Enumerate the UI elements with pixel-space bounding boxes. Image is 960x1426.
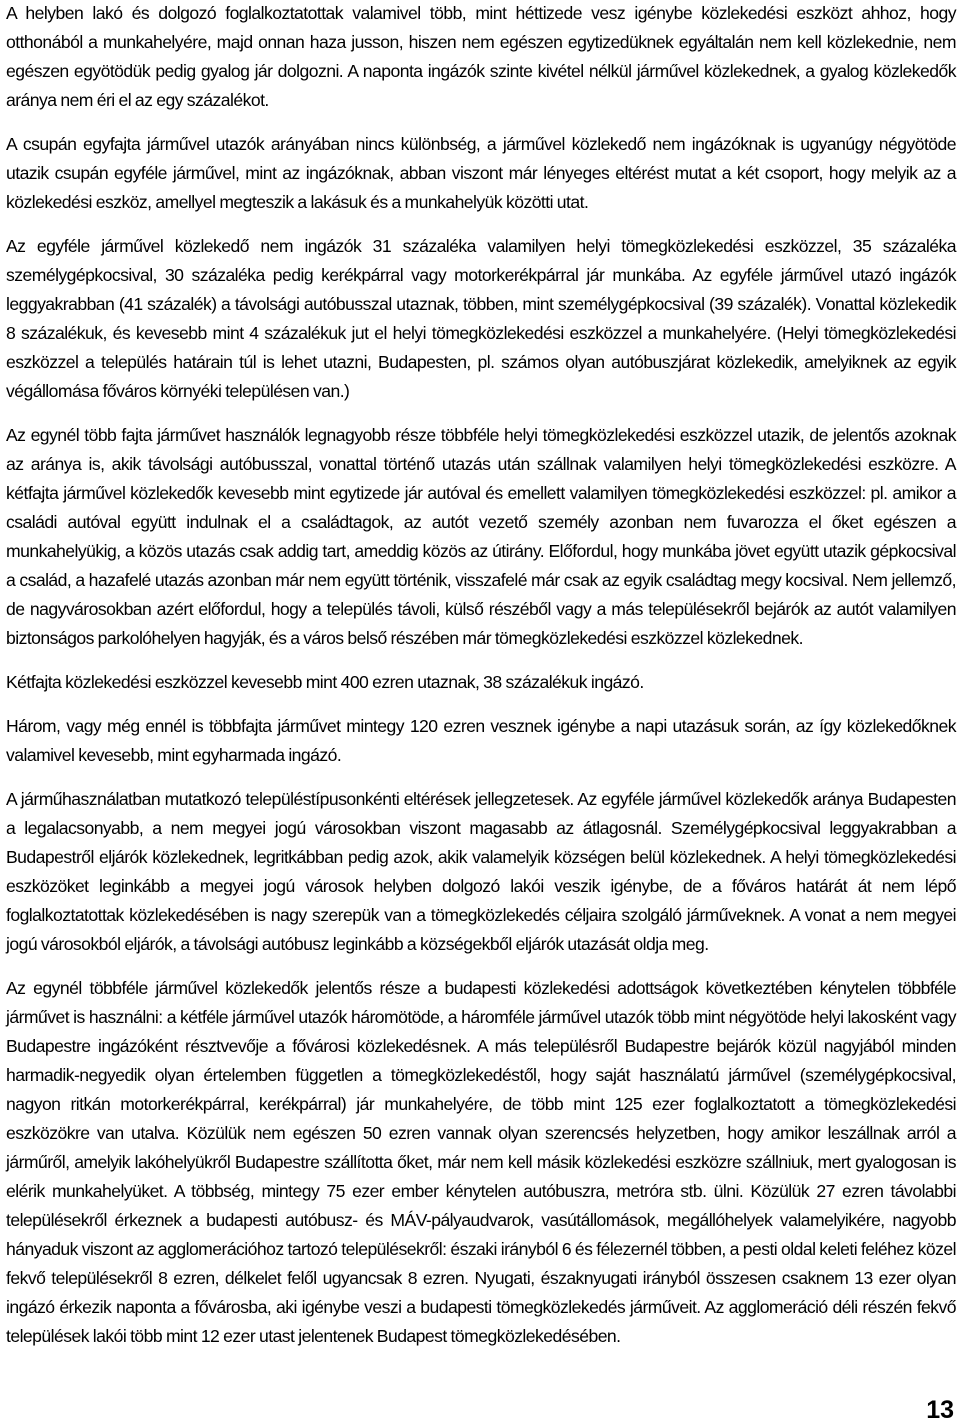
- paragraph: Az egyféle járművel közlekedő nem ingázók 31 százaléka valamilyen helyi tömegközlekedési eszközzel, 35 százaléka személygépkocsival, 30 százaléka pedig kerékpárral vagy motorkerékpárral jár munkába. Az egyféle járművel utazó ingázók leggyakrabban (41 százalék) a távolsági autóbusszal utaznak, többen, mint személygépkocsival (39 százalék). Vonattal közlekedik 8 százalékuk, és kevesebb mint 4 százalékuk jut el helyi tömegközlekedési eszközzel a munkahelyére. (Helyi tömegközlekedési eszközzel a település határain túl is lehet utazni, Budapesten, pl. számos olyan autóbuszjárat közlekedik, amelyiknek az egyik végállomása főváros környéki településen van.): [6, 236, 956, 401]
- paragraph: A csupán egyfajta járművel utazók arányában nincs különbség, a járművel közlekedő nem ingázóknak is ugyanúgy négyötöde utazik csupán egyféle járművel, mint az ingázóknak, abban viszont már lényeges eltérést mutat a két csoport, hogy melyik az a közlekedési eszköz, amellyel megteszik a lakásuk és a munkahelyük közötti utat.: [6, 134, 956, 212]
- paragraph: A járműhasználatban mutatkozó településtípusonkénti eltérések jellegzetesek. Az egyféle járművel közlekedők aránya Budapesten a legalacsonyabb, a nem megyei jogú városokban viszont magasabb az átlagosnál. Személygépkocsival leggyakrabban a Budapestről eljárók közlekednek, legritkábban pedig azok, akik valamelyik községen belül közlekednek. A helyi tömegközlekedési eszközöket leginkább a megyei jogú városok helyben dolgozó lakói veszik igénybe, de a főváros határát át nem lépő foglalkoztatottak közlekedésében is nagy szerepük van a tömegközlekedés céljaira szolgáló járműveknek. A vonat a nem megyei jogú városokból eljárók, a távolsági autóbusz leginkább a községekből eljárók utazását oldja meg.: [6, 789, 956, 954]
- paragraph: Az egynél többféle járművel közlekedők jelentős része a budapesti közlekedési adottságok következtében kénytelen többféle járművet is használni: a kétféle járművel utazók háromötöde, a háromféle járművel utazók több mint négyötöde helyi lakosként vagy Budapestre ingázóként résztvevője a fővárosi közlekedésnek. A más településről Budapestre bejárók közül nagyjából minden harmadik-negyedik olyan értelemben független a tömegközlekedéstől, hogy saját használatú járművel (személygépkocsival, nagyon ritkán motorkerékpárral, kerékpárral) jár munkahelyére, de több mint 125 ezer foglalkoztatott a tömegközlekedési eszközökre van utalva. Közülük nem egészen 50 ezren vannak olyan szerencsés helyzetben, hogy amikor leszállnak arról a járműről, amelyik lakóhelyükről Budapestre szállította őket, már nem kell másik közlekedési eszközre szállniuk, mert gyalogosan is elérik munkahelyüket. A többség, mintegy 75 ezer ember kénytelen autóbuszra, metróra stb. ülni. Közülük 27 ezren távolabbi településekről érkeznek a budapesti autóbusz- és MÁV-pályaudvarok, vasútállomások, megállóhelyek valamelyikére, nagyobb hányaduk viszont az agglomerációhoz tartozó településekről: északi irányból 6 és félezernél többen, a pesti oldal keleti feléhez közel fekvő településekről 8 ezren, délkelet felől ugyancsak 8 ezren. Nyugati, északnyugati irányból összesen csaknem 13 ezer olyan ingázó érkezik naponta a fővárosba, aki igénybe veszi a budapesti tömegközlekedés járműveit. Az agglomeráció déli részén fekvő települések lakói több mint 12 ezer utast jelentenek Budapest tömegközlekedésében.: [6, 978, 956, 1346]
- paragraph: Az egynél több fajta járművet használók legnagyobb része többféle helyi tömegközlekedési eszközzel utazik, de jelentős azoknak az aránya is, akik távolsági autóbusszal, vonattal történő utazás után szállnak valamilyen helyi tömegközlekedési eszközre. A kétfajta járművel közlekedők kevesebb mint egytizede jár autóval és emellett valamilyen tömegközlekedési eszközzel: pl. amikor a családi autóval együtt indulnak el a családtagok, az autót vezető személy azonban nem fuvarozza el őket egészen a munkahelyükig, a közös utazás csak addig tart, ameddig közös az útirány. Előfordul, hogy munkába jövet együtt utazik gépkocsival a család, a hazafelé utazás azonban már nem együtt történik, visszafelé már csak az egyik családtag megy kocsival. Nem jellemző, de nagyvárosokban azért előfordul, hogy a település távoli, külső részéből vagy a más településekről bejárók az autót valamilyen biztonságos parkolóhelyen hagyják, és a város belső részében már tömegközlekedési eszközzel közlekednek.: [6, 425, 956, 648]
- document-body: [6, 0, 956, 1366]
- paragraph: A helyben lakó és dolgozó foglalkoztatottak valamivel több, mint héttizede vesz igénybe közlekedési eszközt ahhoz, hogy otthonából a munkahelyére, majd onnan haza jusson, hiszen nem egészen egytizedüknek egyáltalán nem kell közlekednie, nem egészen egyötödük pedig gyalog jár dolgozni. A naponta ingázók szinte kivétel nélkül járművel közlekednek, a gyalog közlekedők aránya nem éri el az egy százalékot.: [6, 3, 956, 110]
- paragraph: Kétfajta közlekedési eszközzel kevesebb mint 400 ezren utaznak, 38 százalékuk ingázó.: [6, 672, 644, 692]
- paragraph: Három, vagy még ennél is többfajta járművet mintegy 120 ezren vesznek igénybe a napi utazásuk során, az így közlekedőknek valamivel kevesebb, mint egyharmada ingázó.: [6, 716, 956, 765]
- page-number: 13: [926, 1396, 954, 1424]
